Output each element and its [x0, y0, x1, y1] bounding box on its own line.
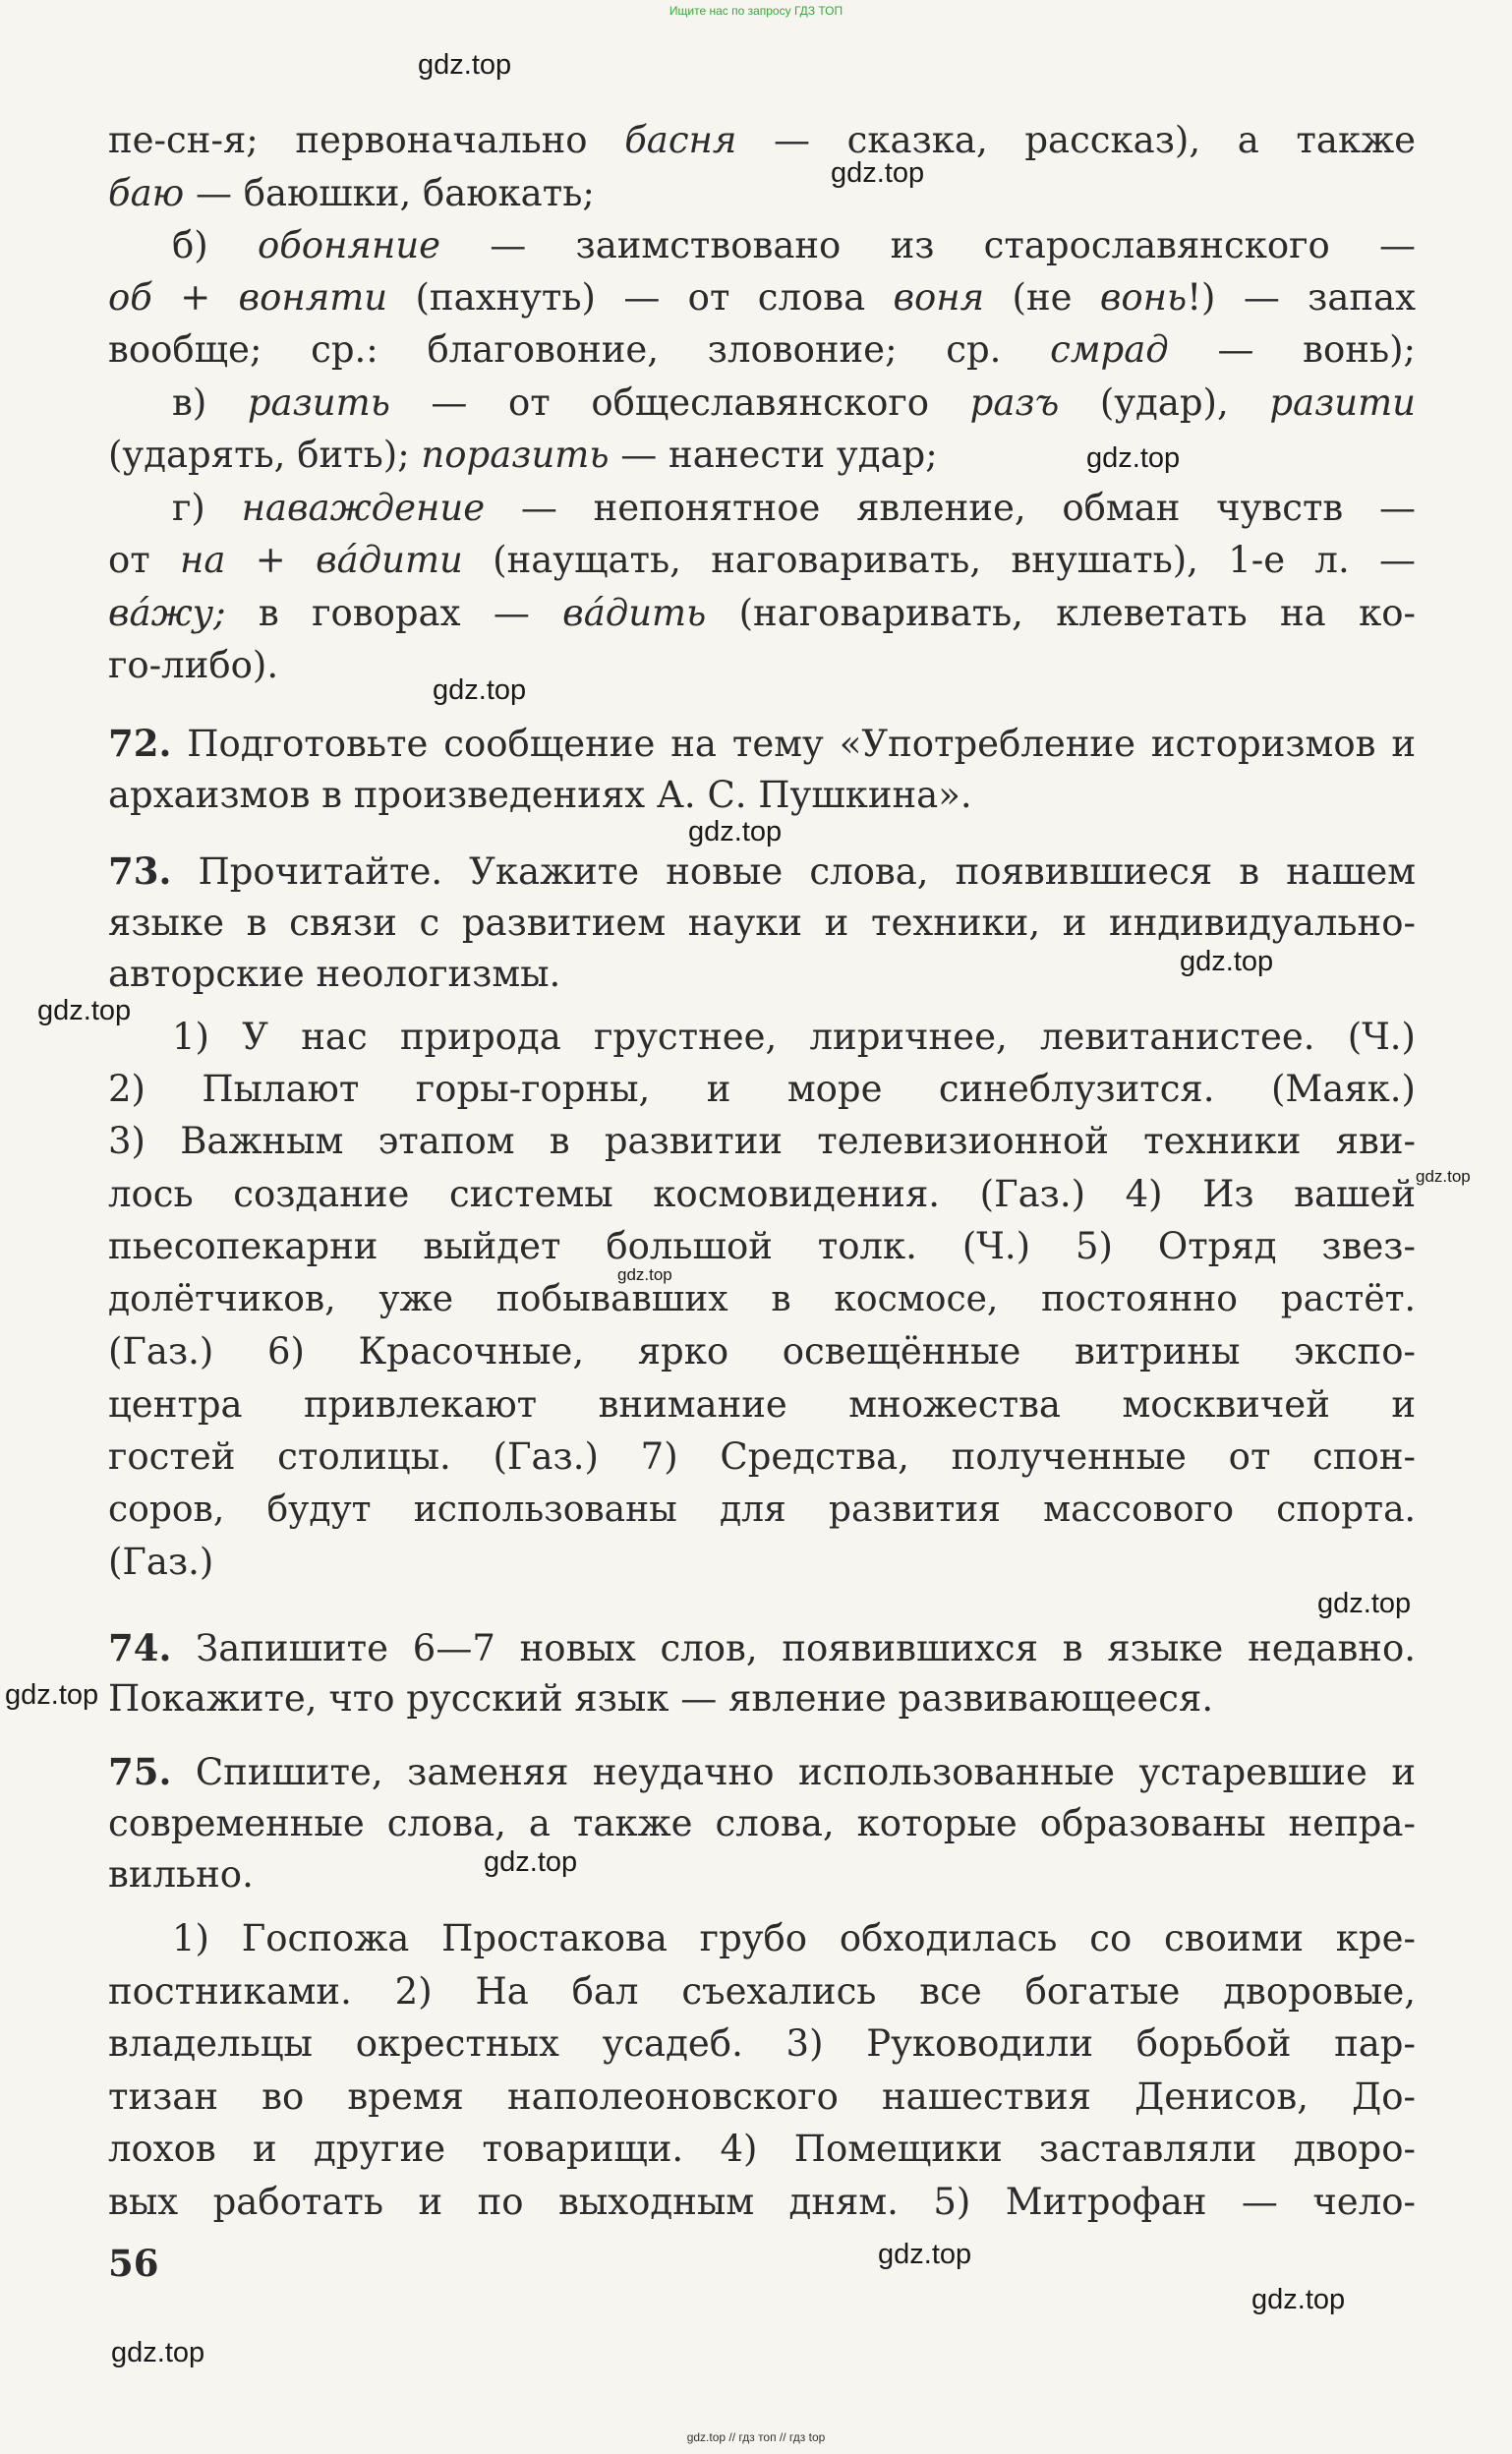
- header-note: Ищите нас по запросу ГДЗ ТОП: [669, 4, 843, 18]
- text-line: тизан во время наполеоновского нашествия Денисов, До-: [108, 2075, 1416, 2118]
- text-line: языке в связи с развитием науки и техники, и индивидуально-: [108, 902, 1416, 944]
- text-line: пе-сн-я; первоначально басня — сказка, рассказ), а также: [108, 119, 1416, 161]
- watermark: gdz.top: [433, 674, 527, 706]
- text-line: (Газ.) 6) Красочные, ярко освещённые витрины экспо-: [108, 1330, 1416, 1373]
- text-line: авторские неологизмы.: [108, 953, 561, 995]
- text-line: (ударять, бить); поразить — нанести удар;: [108, 434, 938, 476]
- text-line: современные слова, а также слова, которые образованы непра-: [108, 1802, 1416, 1844]
- text-line: от на + вáдити (наущать, наговаривать, внушать), 1-е л. —: [108, 539, 1416, 581]
- watermark: gdz.top: [1086, 442, 1181, 474]
- text-line: об + воняти (пахнуть) — от слова воня (не вонь!) — запах: [108, 276, 1416, 319]
- watermark: gdz.top: [1180, 946, 1274, 977]
- text-line: го-либо).: [108, 644, 279, 686]
- text-line: в) разить — от общеславянского разъ (удар), разити: [172, 381, 1417, 424]
- watermark: gdz.top: [37, 995, 132, 1026]
- text-line: б) обоняние — заимствовано из старославянского —: [172, 224, 1416, 266]
- exercise-75: 75. Спишите, заменяя неудачно использованные устаревшие и: [108, 1750, 1416, 1793]
- text-line: гостей столицы. (Газ.) 7) Средства, полученные от спон-: [108, 1435, 1416, 1478]
- watermark: gdz.top: [1251, 2284, 1346, 2315]
- text-line: лось создание системы космовидения. (Газ.) 4) Из вашей: [108, 1173, 1416, 1215]
- text-line: баю — баюшки, баюкать;: [108, 172, 595, 214]
- text-line: 1) Госпожа Простакова грубо обходилась со своими кре-: [172, 1917, 1416, 1959]
- text-line: г) наваждение — непонятное явление, обман чувств —: [172, 487, 1416, 529]
- text-line: владельцы окрестных усадеб. 3) Руководили борьбой пар-: [108, 2022, 1416, 2065]
- text-line: постниками. 2) На бал съехались все богатые дворовые,: [108, 1970, 1416, 2013]
- text-line: соров, будут использованы для развития массового спорта.: [108, 1490, 1416, 1530]
- text-line: вообще; ср.: благовоние, зловоние; ср. смрад — вонь);: [108, 328, 1416, 371]
- watermark: gdz.top: [688, 816, 783, 847]
- watermark: gdz.top: [617, 1265, 672, 1284]
- text-line: лохов и другие товарищи. 4) Помещики заставляли дворо-: [108, 2128, 1416, 2170]
- watermark: gdz.top: [484, 1846, 578, 1878]
- watermark: gdz.top: [1416, 1167, 1471, 1186]
- text-line: (Газ.): [108, 1541, 214, 1583]
- text-line: 1) У нас природа грустнее, лиричнее, левитанистее. (Ч.): [172, 1016, 1416, 1058]
- watermark: gdz.top: [1317, 1588, 1412, 1619]
- exercise-73: 73. Прочитайте. Укажите новые слова, появившиеся в нашем: [108, 849, 1416, 893]
- watermark: gdz.top: [418, 49, 512, 81]
- watermark: gdz.top: [111, 2337, 205, 2368]
- text-line: вых работать и по выходным дням. 5) Митрофан — чело-: [108, 2181, 1416, 2223]
- text-line: вильно.: [108, 1853, 254, 1896]
- text-line: долётчиков, уже побывавших в космосе, постоянно растёт.: [108, 1279, 1416, 1319]
- watermark: gdz.top: [831, 157, 925, 189]
- exercise-72: 72. Подготовьте сообщение на тему «Употребление историзмов и: [108, 722, 1416, 765]
- text-line: 2) Пылают горы-горны, и море синеблузится. (Маяк.): [108, 1068, 1416, 1110]
- text-line: 3) Важным этапом в развитии телевизионной техники яви-: [108, 1120, 1416, 1162]
- text-line: архаизмов в произведениях А. С. Пушкина».: [108, 774, 972, 816]
- footer-note: gdz.top // гдз топ // гдз top: [686, 2430, 826, 2444]
- page-number: 56: [108, 2242, 159, 2285]
- text-line: вáжу; в говорах — вáдить (наговаривать, клеветать на ко-: [108, 592, 1416, 634]
- text-line: центра привлекают внимание множества москвичей и: [108, 1383, 1416, 1426]
- watermark: gdz.top: [5, 1679, 99, 1711]
- exercise-74: 74. Запишите 6—7 новых слов, появившихся в языке недавно.: [108, 1626, 1416, 1669]
- watermark: gdz.top: [878, 2239, 972, 2270]
- text-line: Покажите, что русский язык — явление развивающееся.: [108, 1677, 1214, 1720]
- text-line: пьесопекарни выйдет большой толк. (Ч.) 5) Отряд звез-: [108, 1225, 1416, 1267]
